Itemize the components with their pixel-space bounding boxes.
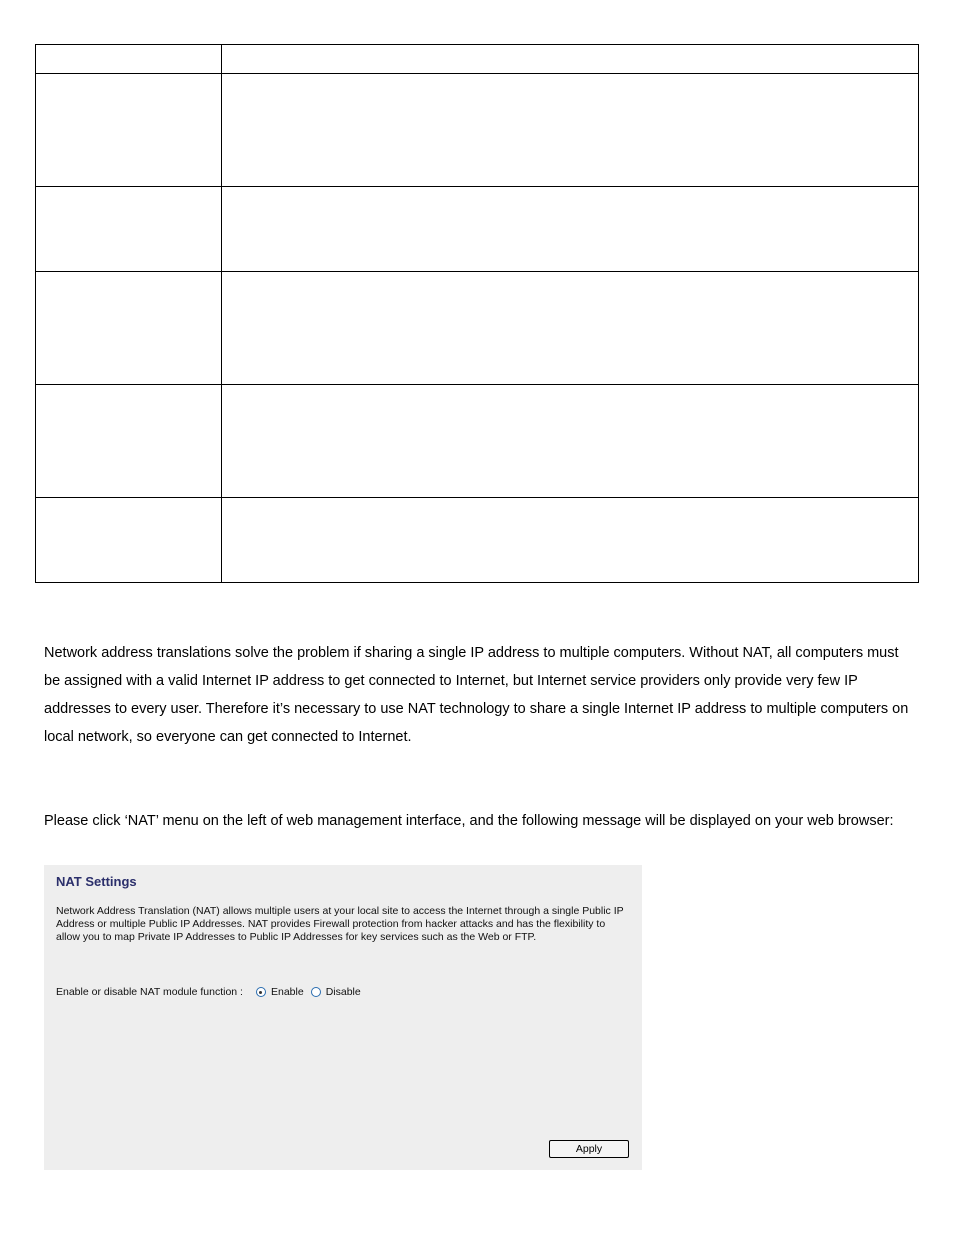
- table-cell: [36, 385, 222, 498]
- table-row: [36, 187, 919, 272]
- table-cell: [36, 272, 222, 385]
- nat-intro-paragraph: Network address translations solve the problem if sharing a single IP address to multiple computers. Without NAT, all computers must be assigned with a valid Internet IP address to get connected to Internet, but Internet service providers only provide very few IP addresses to every user. Therefore it’s necessary to use NAT technology to share a single Internet IP address to multiple computers on local network, so everyone can get connected to Internet.: [44, 645, 909, 745]
- table-cell: [222, 385, 919, 498]
- table-cell: [222, 45, 919, 74]
- table-cell: [222, 498, 919, 583]
- enable-radio[interactable]: [256, 987, 266, 997]
- nat-instruction-paragraph: Please click ‘NAT’ menu on the left of web management interface, and the following message will be displayed on your web browser:: [44, 813, 894, 829]
- table-row: [36, 74, 919, 187]
- table-cell: [222, 272, 919, 385]
- nat-settings-screenshot: [44, 865, 642, 1170]
- apply-button[interactable]: Apply: [549, 1140, 629, 1158]
- table-cell: [222, 187, 919, 272]
- table-cell: [222, 74, 919, 187]
- disable-radio[interactable]: [311, 987, 321, 997]
- parameter-table: [35, 44, 919, 583]
- table-cell: [36, 498, 222, 583]
- table-row: [36, 385, 919, 498]
- table-cell: [36, 45, 222, 74]
- nat-function-row: [56, 986, 368, 998]
- enable-label: Enable: [270, 986, 304, 998]
- table-cell: [36, 74, 222, 187]
- table-row: [36, 272, 919, 385]
- table-cell: [36, 187, 222, 272]
- table-row: [36, 498, 919, 583]
- disable-label: Disable: [325, 986, 361, 998]
- nat-function-label: Enable or disable NAT module function :: [56, 986, 243, 998]
- table-row: [36, 45, 919, 74]
- panel-title: NAT Settings: [56, 874, 137, 889]
- panel-description: Network Address Translation (NAT) allows multiple users at your local site to access the Internet through a single Public IP Address or multiple Public IP Addresses. NAT provides Firewall protection from hacker attacks and has the flexibility to allow you to map Private IP Addresses to Public IP Addresses for key services such as the Web or FTP.: [56, 905, 624, 943]
